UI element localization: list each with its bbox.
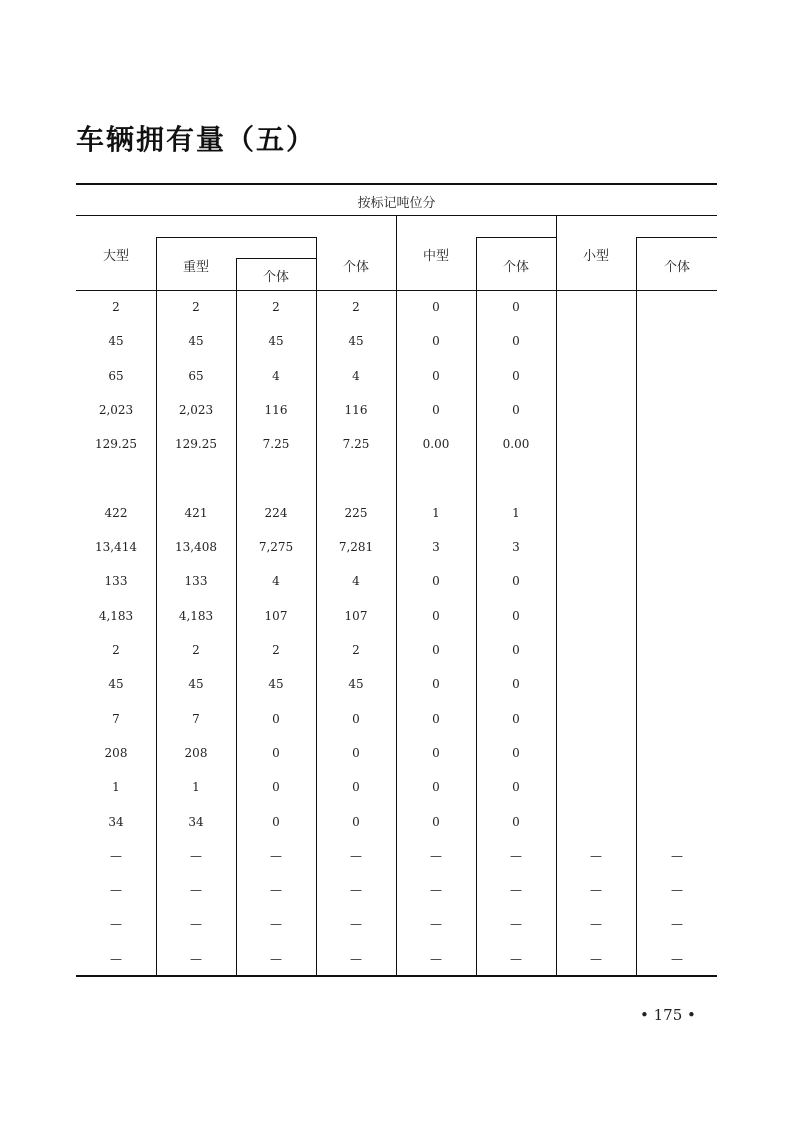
table-cell: 0 <box>432 780 440 795</box>
table-cell: 65 <box>108 368 124 383</box>
header-heavy-individual: 个体 <box>262 270 289 285</box>
table-cell: 0 <box>512 643 520 657</box>
table-cell: 45 <box>108 334 124 349</box>
table-cell: 2 <box>192 643 200 657</box>
table-cell: — <box>590 883 602 898</box>
subheader-rule-medium-indiv <box>477 237 557 238</box>
table-cell: 133 <box>184 574 208 589</box>
table-cell: 0 <box>432 574 440 589</box>
table-cell: 0.00 <box>502 437 530 452</box>
table-cell: 208 <box>184 745 208 760</box>
table-cell: 1 <box>192 780 200 795</box>
table-cell: 0 <box>432 334 440 349</box>
table-cell: 0 <box>432 677 440 692</box>
table-cell: 107 <box>264 608 288 623</box>
table-cell: 3 <box>512 540 520 555</box>
table-cell: 34 <box>188 814 204 829</box>
table-cell: 0 <box>512 711 520 726</box>
header-medium: 中型 <box>422 249 449 264</box>
table-cell: 0 <box>432 368 440 383</box>
header-small: 小型 <box>582 249 609 264</box>
header-large-individual: 个体 <box>342 260 369 275</box>
col-divider-7 <box>636 237 637 976</box>
table-cell: 45 <box>188 334 204 349</box>
header-large: 大型 <box>102 249 129 264</box>
table-cell: 4 <box>352 368 360 383</box>
table-cell: 0 <box>512 300 520 314</box>
table-cell: 0.00 <box>422 437 450 452</box>
table-cell: 0 <box>432 300 440 314</box>
table-cell: 0 <box>272 745 280 760</box>
table-cell: 34 <box>108 814 124 829</box>
table-cell: — <box>430 917 442 932</box>
table-cell: 107 <box>344 608 368 623</box>
table-cell: — <box>270 848 282 863</box>
table-cell: 7 <box>192 711 200 726</box>
table-cell: 4 <box>272 368 280 383</box>
table-cell: 4 <box>352 574 360 589</box>
table-cell: 129.25 <box>95 437 137 452</box>
table-cell: — <box>190 951 202 966</box>
table-cell: 2 <box>112 300 120 314</box>
table-cell: 2 <box>352 300 360 314</box>
table-cell: 422 <box>104 505 128 520</box>
table-cell: 0 <box>512 368 520 383</box>
table-cell: 0 <box>512 608 520 623</box>
table-cell: 2 <box>272 643 280 657</box>
header-small-individual: 个体 <box>663 260 690 275</box>
table-cell: 0 <box>432 814 440 829</box>
table-cell: 0 <box>272 814 280 829</box>
table-cell: 0 <box>512 334 520 349</box>
table-cell: 45 <box>348 677 364 692</box>
table-cell: — <box>510 848 522 863</box>
table-cell: 45 <box>268 334 284 349</box>
table-cell: 1 <box>432 505 440 520</box>
subheader-rule-heavy <box>156 237 317 238</box>
table-cell: — <box>430 848 442 863</box>
table-cell: — <box>110 883 122 898</box>
table-cell: — <box>270 883 282 898</box>
table-cell: — <box>190 883 202 898</box>
table-cell: 0 <box>272 780 280 795</box>
table-top-rule <box>76 183 717 185</box>
table-cell: 129.25 <box>175 437 217 452</box>
table-cell: — <box>430 951 442 966</box>
table-cell: — <box>110 917 122 932</box>
table-cell: 0 <box>512 402 520 417</box>
table-cell: — <box>510 951 522 966</box>
table-cell: — <box>190 848 202 863</box>
table-cell: — <box>270 917 282 932</box>
table-cell: 4 <box>272 574 280 589</box>
table-cell: 0 <box>512 780 520 795</box>
table-cell: — <box>110 951 122 966</box>
table-cell: 0 <box>352 745 360 760</box>
table-cell: — <box>510 883 522 898</box>
table-cell: — <box>590 848 602 863</box>
table-cell: 225 <box>344 505 368 520</box>
table-cell: — <box>510 917 522 932</box>
table-cell: 13,414 <box>95 540 137 555</box>
table-cell: 116 <box>264 402 288 417</box>
table-cell: 4,183 <box>178 608 214 623</box>
table-cell: 2 <box>112 643 120 657</box>
table-cell: 208 <box>104 745 128 760</box>
table-cell: 0 <box>512 574 520 589</box>
table-cell: 0 <box>432 643 440 657</box>
table-cell: 0 <box>352 780 360 795</box>
table-cell: 421 <box>184 505 208 520</box>
table-cell: 0 <box>432 608 440 623</box>
table-cell: 7,281 <box>338 540 374 555</box>
table-cell: 2 <box>272 300 280 314</box>
table-cell: 2 <box>192 300 200 314</box>
table-cell: — <box>350 883 362 898</box>
table-cell: — <box>430 883 442 898</box>
subheader-rule-small-indiv <box>637 237 717 238</box>
table-cell: — <box>671 848 683 863</box>
table-cell: — <box>190 917 202 932</box>
table-cell: 0 <box>512 745 520 760</box>
table-cell: 0 <box>352 711 360 726</box>
header-heavy: 重型 <box>182 260 209 275</box>
table-cell: 2 <box>352 643 360 657</box>
table-cell: 7.25 <box>342 437 370 452</box>
table-cell: — <box>590 951 602 966</box>
table-cell: — <box>270 951 282 966</box>
table-cell: — <box>350 951 362 966</box>
table-cell: 45 <box>348 334 364 349</box>
table-cell: 45 <box>268 677 284 692</box>
header-medium-individual: 个体 <box>502 260 529 275</box>
subheader-rule-heavy-indiv <box>236 258 317 259</box>
table-cell: — <box>671 917 683 932</box>
table-cell: — <box>590 917 602 932</box>
table-cell: 3 <box>432 540 440 555</box>
table-cell: 4,183 <box>98 608 134 623</box>
table-cell: 224 <box>264 505 288 520</box>
table-cell: 7 <box>112 711 120 726</box>
table-cell: 45 <box>188 677 204 692</box>
table-cell: 0 <box>432 402 440 417</box>
table-cell: — <box>350 848 362 863</box>
table-cell: 2,023 <box>178 402 214 417</box>
header-group-label: 按标记吨位分 <box>357 196 436 211</box>
page-number: • 175 • <box>640 1006 696 1024</box>
table-cell: 13,408 <box>175 540 217 555</box>
table-cell: 1 <box>112 780 120 795</box>
table-cell: 45 <box>108 677 124 692</box>
table-cell: 0 <box>432 745 440 760</box>
table-cell: — <box>671 951 683 966</box>
table-cell: 65 <box>188 368 204 383</box>
table-cell: 2,023 <box>98 402 134 417</box>
table-cell: 0 <box>272 711 280 726</box>
table-cell: 7,275 <box>258 540 294 555</box>
table-cell: — <box>110 848 122 863</box>
table-cell: 133 <box>104 574 128 589</box>
table-cell: — <box>671 883 683 898</box>
table-cell: 1 <box>512 505 520 520</box>
table-cell: 0 <box>352 814 360 829</box>
table-cell: — <box>350 917 362 932</box>
table-cell: 7.25 <box>262 437 290 452</box>
table-cell: 0 <box>512 814 520 829</box>
table-cell: 116 <box>344 402 368 417</box>
table-cell: 0 <box>432 711 440 726</box>
page-title: 车辆拥有量（五） <box>76 123 317 156</box>
table-cell: 0 <box>512 677 520 692</box>
